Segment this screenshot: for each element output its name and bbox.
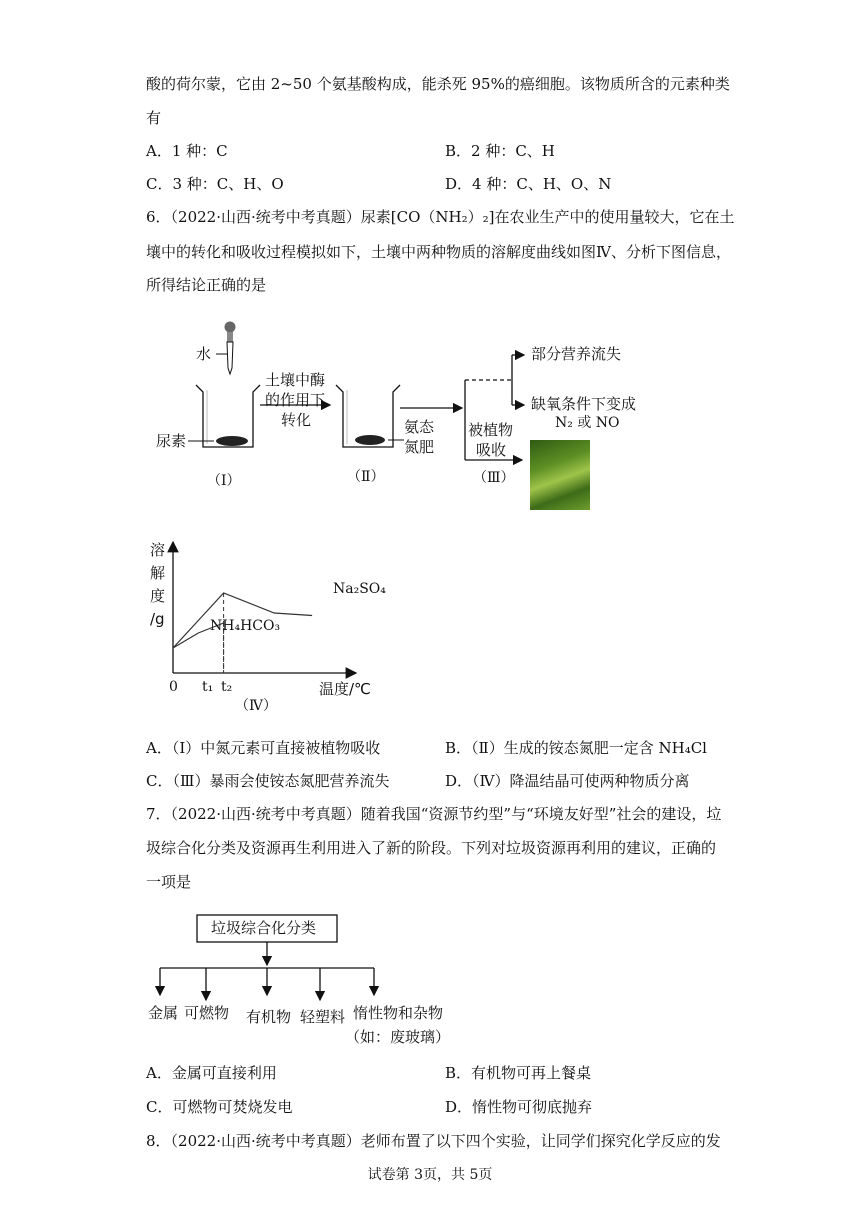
page-footer: 试卷第 3页，共 5页 [367, 1167, 493, 1183]
label-absorb-l1: 被植物 [468, 421, 514, 439]
chart-ylabel-4: /g [150, 610, 165, 628]
q6-stem-line3: 所得结论正确的是 [146, 276, 267, 294]
chart-origin: 0 [169, 679, 178, 695]
chart-ylabel-1: 溶 [150, 541, 166, 559]
series-label-na2so4: Na₂SO₄ [333, 581, 386, 597]
category-inert: 惰性物和杂物 [353, 1004, 444, 1022]
label-urea: 尿素 [156, 432, 187, 450]
diagram-title: 垃圾综合化分类 [211, 919, 317, 937]
q6-stem-line1: 6．（2022·山西·统考中考真题）尿素[CO（NH₂）₂]在农业生产中的使用量较大，它在土 [146, 208, 735, 226]
chart-caption: （Ⅳ） [235, 698, 277, 714]
category-organic: 有机物 [246, 1008, 292, 1026]
q5-stem-line1: 酸的荷尔蒙，它由 2~50 个氨基酸构成，能杀死 95%的癌细胞。该物质所含的元素种类 [146, 75, 730, 93]
q6-option-c: C．（Ⅲ）暴雨会使铵态氮肥营养流失 [146, 772, 390, 790]
q7-stem-line2: 圾综合化分类及资源再生利用进入了新的阶段。下列对垃圾资源再利用的建议，正确的 [146, 839, 717, 857]
chart-ylabel-3: 度 [150, 587, 166, 605]
q6-stem-line2: 壤中的转化和吸收过程模拟如下，土壤中两种物质的溶解度曲线如图Ⅳ、分析下图信息， [146, 243, 731, 261]
q7-option-c: C．可燃物可焚烧发电 [146, 1098, 293, 1116]
label-fig-ii: （Ⅱ） [347, 469, 385, 485]
chart-tick-t2: t₂ [221, 679, 233, 695]
category-plastic: 轻塑料 [300, 1008, 346, 1026]
label-enzyme-l3: 转化 [281, 411, 312, 429]
q5-option-b: B．2 种：C、H [445, 142, 555, 160]
label-n2-no: N₂ 或 NO [555, 415, 620, 431]
q5-option-c: C．3 种：C、H、O [146, 175, 284, 193]
label-fig-i: （Ⅰ） [207, 473, 241, 489]
q7-option-a: A．金属可直接利用 [146, 1064, 277, 1082]
q6-option-a: A．（Ⅰ）中氮元素可直接被植物吸收 [146, 739, 381, 757]
q5-option-d: D．4 种：C、H、O、N [445, 175, 612, 193]
q6-option-b: B．（Ⅱ）生成的铵态氮肥一定含 NH₄Cl [445, 739, 707, 757]
q5-option-a: A．1 种：C [146, 142, 228, 160]
label-fig-iii: （Ⅲ） [473, 470, 515, 486]
chart-ylabel-2: 解 [150, 564, 166, 582]
chart-xlabel: 温度/℃ [319, 680, 371, 698]
label-loss: 部分营养流失 [531, 345, 622, 363]
label-absorb-l2: 吸收 [476, 441, 507, 459]
q6-option-d: D．（Ⅳ）降温结晶可使两种物质分离 [445, 772, 690, 790]
q7-stem-line1: 7．（2022·山西·统考中考真题）随着我国“资源节约型”与“环境友好型”社会的建设，垃 [146, 805, 722, 823]
q7-stem-line3: 一项是 [146, 873, 192, 891]
chart-tick-t1: t₁ [202, 679, 214, 695]
category-metal: 金属 [148, 1004, 179, 1022]
q8-stem-line1: 8．（2022·山西·统考中考真题）老师布置了以下四个实验，让同学们探究化学反应的发 [146, 1132, 721, 1150]
label-enzyme-l2: 的作用下 [265, 391, 326, 409]
label-ammonium-l2: 氮肥 [404, 438, 435, 456]
label-anoxic: 缺氧条件下变成 [531, 395, 637, 413]
label-water: 水 [196, 345, 212, 363]
category-inert-note: （如：废玻璃） [345, 1028, 451, 1046]
q7-option-d: D．惰性物可彻底抛弃 [445, 1098, 593, 1116]
series-label-nh4hco3: NH₄HCO₃ [210, 618, 281, 634]
category-combustible: 可燃物 [184, 1004, 230, 1022]
label-enzyme-l1: 土壤中酶 [265, 371, 326, 389]
q5-stem-line2: 有 [146, 109, 162, 127]
q7-option-b: B．有机物可再上餐桌 [445, 1064, 592, 1082]
label-ammonium-l1: 氨态 [404, 418, 435, 436]
